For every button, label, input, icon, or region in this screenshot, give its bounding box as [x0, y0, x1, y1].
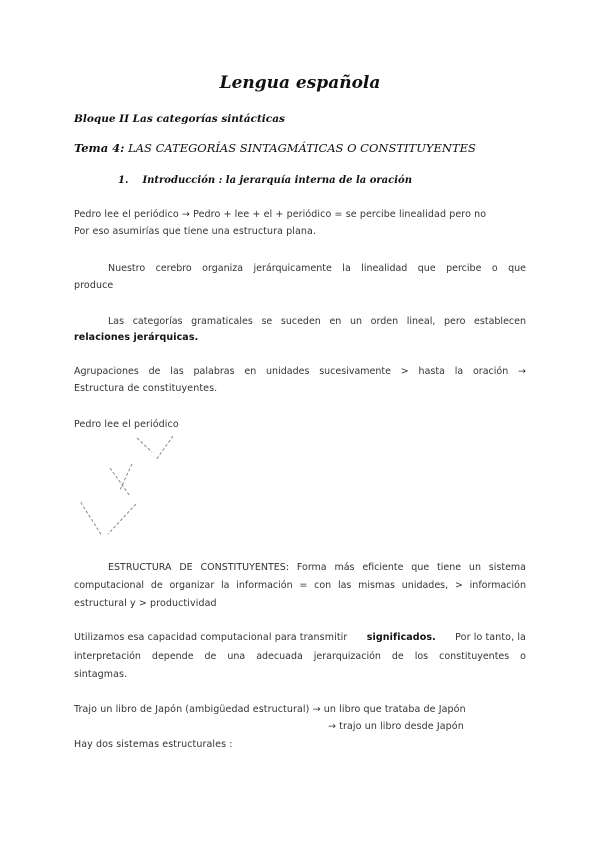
- tree-branch: [80, 498, 102, 536]
- paragraph-3-bold: relaciones jerárquicas.: [74, 332, 199, 343]
- paragraph-5-line-1: ESTRUCTURA DE CONSTITUYENTES: Forma más eficiente que tiene un sistema: [108, 562, 526, 573]
- paragraph-4-line-2: Estructura de constituyentes.: [74, 383, 218, 394]
- paragraph-6-line-3: sintagmas.: [74, 669, 128, 680]
- section-title: Introducción : la jerarquía interna de la oración: [142, 175, 412, 186]
- paragraph-7-line-1: Trajo un libro de Japón (ambigüedad estructural) → un libro que trataba de Japón: [74, 704, 466, 715]
- tree-branch: [156, 436, 173, 460]
- paragraph-4-line-1: Agrupaciones de las palabras en unidades sucesivamente > hasta la oración →: [74, 366, 526, 377]
- paragraph-6-bold: significados.: [366, 632, 436, 643]
- theme-heading: [74, 141, 476, 155]
- paragraph-6-line-1: [74, 632, 526, 643]
- paragraph-1-line-2: Por eso asumirías que tiene una estructura plana.: [74, 226, 317, 237]
- tree-branch: [137, 438, 152, 452]
- tree-branch: [108, 504, 136, 534]
- paragraph-8: Hay dos sistemas estructurales :: [74, 739, 233, 750]
- paragraph-6-text-a: Utilizamos esa capacidad computacional para transmitir: [74, 632, 348, 643]
- paragraph-5-line-2: computacional de organizar la información = con las mismas unidades, > información: [74, 580, 526, 591]
- section-number: 1.: [118, 175, 129, 186]
- paragraph-6-text-b: Por lo tanto, la: [455, 632, 526, 643]
- theme-title: LAS CATEGORÍAS SINTAGMÁTICAS O CONSTITUYENTES: [128, 141, 476, 155]
- example-sentence: Pedro lee el periódico: [74, 419, 179, 430]
- paragraph-5-line-3: estructural y > productividad: [74, 598, 217, 609]
- paragraph-2-line-2: produce: [74, 280, 114, 291]
- constituent-tree-sketch: [80, 430, 190, 540]
- paragraph-3-line-1: Las categorías gramaticales se suceden en un orden lineal, pero establecen: [108, 316, 526, 327]
- page-title: Lengua española: [219, 73, 381, 93]
- tree-branch: [110, 468, 130, 496]
- paragraph-1-line-1: Pedro lee el periódico → Pedro + lee + el + periódico = se percibe linealidad pero no: [74, 209, 487, 220]
- block-heading: Bloque II Las categorías sintácticas: [74, 113, 285, 125]
- section-heading: [118, 175, 412, 186]
- paragraph-2-line-1: Nuestro cerebro organiza jerárquicamente la linealidad que percibe o que: [108, 263, 526, 274]
- tree-branch: [120, 464, 132, 490]
- paragraph-6-line-2: interpretación depende de una adecuada jerarquización de los constituyentes o: [74, 651, 526, 662]
- paragraph-7-line-2: → trajo un libro desde Japón: [328, 721, 464, 732]
- theme-prefix: Tema 4:: [74, 141, 125, 155]
